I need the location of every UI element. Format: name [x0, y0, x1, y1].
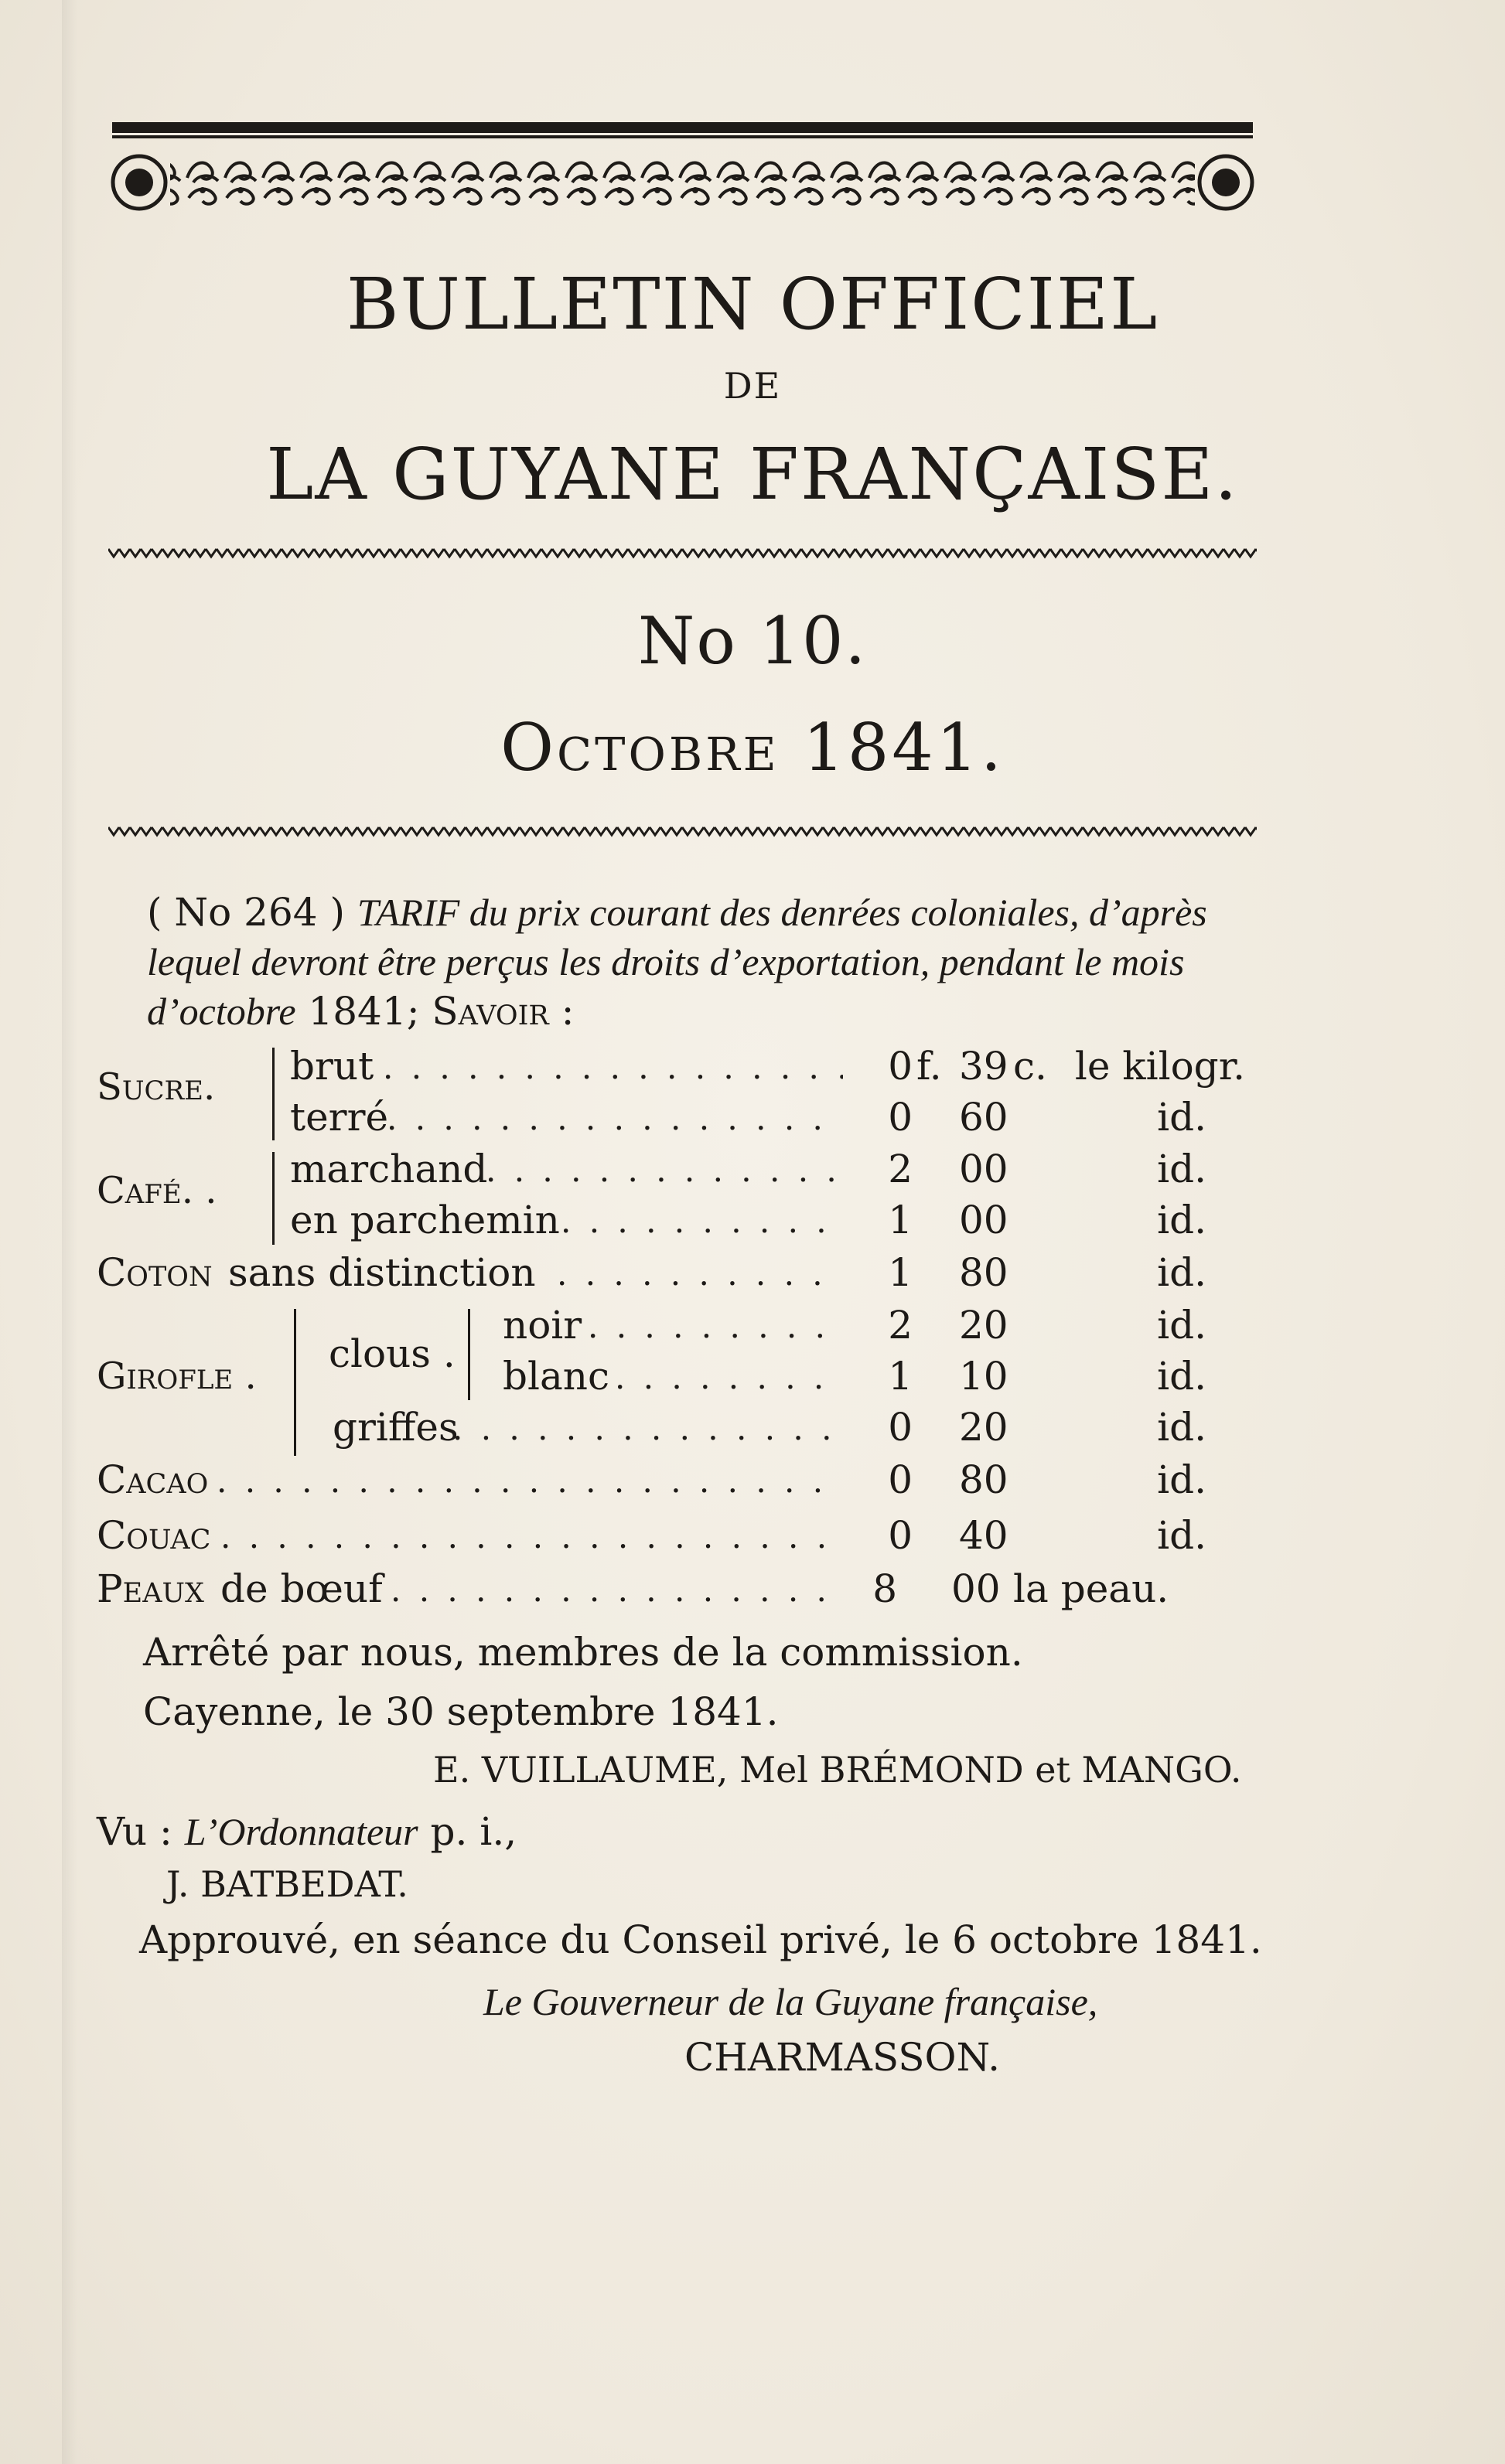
price-centimes: 00 [959, 1198, 1008, 1242]
unit: id. [1157, 1405, 1206, 1450]
vu-label: Vu : [97, 1809, 172, 1854]
decree-number: ( No 264 ) [147, 890, 345, 935]
table-row [0, 1513, 1505, 1564]
unit: la peau. [1013, 1566, 1169, 1611]
price-centimes: 00 [959, 1147, 1008, 1191]
price-francs: 2 [888, 1147, 913, 1191]
price-francs: 1 [888, 1198, 913, 1242]
vu-suffix: p. i., [430, 1809, 517, 1854]
table-row [0, 1405, 1505, 1456]
item-name: brut [290, 1044, 374, 1089]
price-francs: 8 [872, 1566, 897, 1611]
item-name: blanc [503, 1354, 610, 1399]
item-name: en parchemin [290, 1198, 560, 1242]
decree-title: TARIF du prix courant des denrées coloniales, d’après lequel devront être perçus les droits d’exportation, pendant le mois d’octobre [147, 891, 1207, 1033]
table-row [0, 1457, 1505, 1508]
vu-line [97, 1809, 517, 1854]
price-francs: 0 [888, 1457, 913, 1502]
tarif-label-cafe: Café. . [97, 1169, 217, 1212]
unit: id. [1157, 1354, 1206, 1399]
decree-intro [147, 888, 1253, 1036]
item-name: sans distinction [228, 1250, 536, 1295]
leader-dots [217, 1462, 843, 1500]
table-row [0, 1198, 1505, 1249]
table-row [0, 1147, 1505, 1198]
price-francs: 1 [888, 1250, 913, 1295]
leader-dots [557, 1255, 843, 1293]
price-centimes: 80 [959, 1457, 1008, 1502]
leader-dots [387, 1099, 843, 1137]
table-row [0, 1044, 1505, 1095]
cayenne-date: Cayenne, le 30 septembre 1841. [143, 1689, 779, 1734]
table-row [0, 1250, 1505, 1301]
unit: id. [1157, 1198, 1206, 1242]
leader-dots [588, 1307, 843, 1345]
tarif-label-couac: Couac [97, 1513, 211, 1558]
decree-year: 1841 [308, 989, 407, 1034]
price-francs: 0 [888, 1044, 913, 1089]
ordonnateur-name: J. BATBEDAT. [166, 1863, 408, 1905]
price-centimes: 40 [959, 1513, 1008, 1558]
price-centimes: 20 [959, 1405, 1008, 1450]
price-francs: 0 [888, 1405, 913, 1450]
tarif-label-peaux: Peaux [97, 1566, 204, 1611]
price-centimes: 00 [951, 1566, 1001, 1611]
unit: id. [1157, 1250, 1206, 1295]
item-name: griffes [333, 1405, 459, 1450]
table-row [0, 1566, 1505, 1617]
governor-title: Le Gouverneur de la Guyane française, [483, 1980, 1098, 2023]
ornament-band [108, 152, 1257, 213]
unit: id. [1157, 1147, 1206, 1191]
colony-title: LA GUYANE FRANÇAISE. [266, 433, 1239, 516]
bulletin-title: BULLETIN OFFICIEL [346, 263, 1159, 346]
price-francs: 2 [888, 1303, 913, 1348]
price-centimes: 10 [959, 1354, 1008, 1399]
price-francs: 0 [888, 1513, 913, 1558]
zigzag-rule-bottom [108, 824, 1257, 838]
leader-dots [561, 1202, 843, 1240]
table-row [0, 1303, 1505, 1354]
decree-savoir: ; Savoir : [406, 989, 575, 1034]
unit: id. [1157, 1303, 1206, 1348]
item-name: noir [503, 1303, 582, 1348]
table-row [0, 1095, 1505, 1146]
title-connector: DE [723, 365, 782, 407]
unit: id. [1157, 1513, 1206, 1558]
table-row [0, 1354, 1505, 1405]
approval-line: Approuvé, en séance du Conseil privé, le 6 octobre 1841. [139, 1917, 1262, 1962]
tarif-label-coton: Coton [97, 1250, 213, 1295]
unit: id. [1157, 1095, 1206, 1140]
price-centimes: 80 [959, 1250, 1008, 1295]
price-centimes: 39 [959, 1044, 1008, 1089]
leader-dots [452, 1409, 843, 1447]
vu-role: L’Ordonnateur [184, 1810, 418, 1853]
leader-dots [220, 1518, 843, 1556]
leader-dots [383, 1048, 843, 1086]
governor-name: CHARMASSON. [684, 2035, 1000, 2080]
tarif-label-cacao: Cacao [97, 1457, 209, 1502]
item-name: terré [290, 1095, 389, 1140]
arrete-line: Arrêté par nous, membres de la commission. [143, 1630, 1023, 1675]
price-centimes: 60 [959, 1095, 1008, 1140]
unit-francs: f. [916, 1044, 942, 1089]
leader-dots [615, 1358, 843, 1396]
tarif-label-sucre: Sucre. [97, 1065, 216, 1109]
issue-month: Octobre 1841. [500, 710, 1005, 786]
commission-signatories: E. VUILLAUME, Mel BRÉMOND et MANGO. [433, 1749, 1242, 1791]
item-name: marchand [290, 1147, 488, 1191]
clous-label: clous . [329, 1331, 456, 1376]
price-centimes: 20 [959, 1303, 1008, 1348]
price-francs: 1 [888, 1354, 913, 1399]
issue-number: No 10. [637, 603, 868, 679]
leader-dots [486, 1151, 843, 1189]
unit-centimes: c. [1013, 1044, 1047, 1089]
price-francs: 0 [888, 1095, 913, 1140]
leader-dots [391, 1571, 843, 1609]
item-name: de bœuf [220, 1566, 383, 1611]
zigzag-rule-top [108, 546, 1257, 560]
unit: id. [1157, 1457, 1206, 1502]
unit: le kilogr. [1074, 1044, 1245, 1089]
tarif-label-girofle: Girofle . [97, 1355, 257, 1398]
header-rule [112, 122, 1253, 135]
